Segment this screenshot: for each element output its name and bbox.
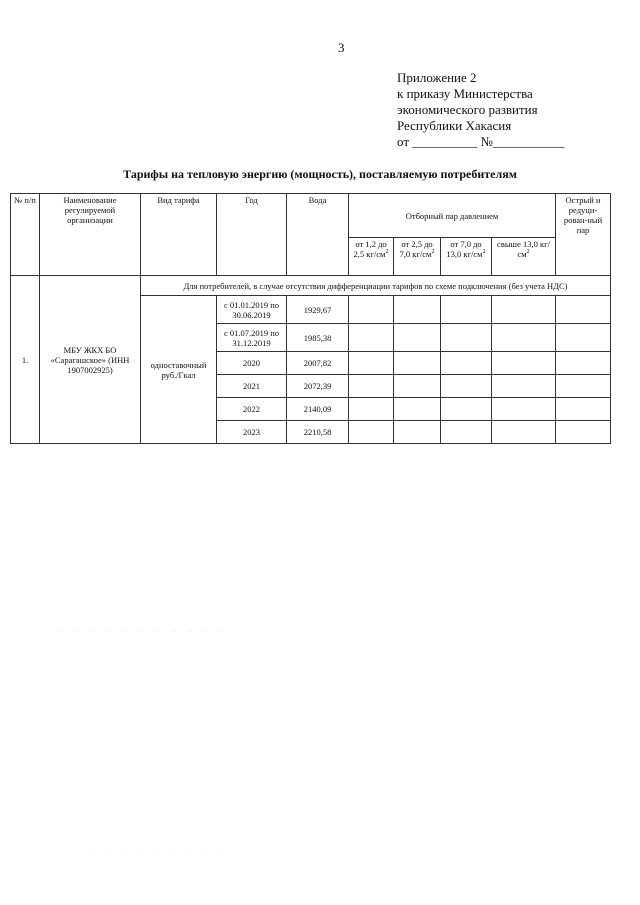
empty-cell [441,375,492,398]
empty-cell [556,375,611,398]
appendix-line: от __________ №___________ [397,134,565,149]
period-cell: 2023 [217,421,287,444]
header-year: Год [217,194,287,276]
period-cell: с 01.07.2019 по 31.12.2019 [217,324,287,352]
empty-cell [349,421,394,444]
empty-cell [556,324,611,352]
document-title: Тарифы на тепловую энергию (мощность), поставляемую потребителям [123,167,517,181]
header-pressure-1: от 1,2 до 2,5 $кг/см^2$ [349,238,394,276]
empty-cell [349,398,394,421]
empty-cell [492,398,556,421]
period-cell: 2021 [217,375,287,398]
water-value: 1985,38 [287,324,349,352]
appendix-block [397,70,564,150]
empty-cell [556,421,611,444]
empty-cell [556,296,611,324]
appendix-line: Республики Хакасия [397,118,512,133]
tariff-type: одноставочный руб./Гкал [141,296,217,444]
empty-cell [394,352,441,375]
water-value: 1929,67 [287,296,349,324]
period-cell: с 01.01.2019 по 30.06.2019 [217,296,287,324]
empty-cell [441,398,492,421]
header-num: № п/п [11,194,40,276]
empty-cell [441,296,492,324]
water-value: 2072,39 [287,375,349,398]
header-tariff-type: Вид тарифа [141,194,217,276]
empty-cell [492,296,556,324]
empty-cell [394,375,441,398]
organization-name: МБУ ЖКХ БО «Сарагашское» (ИНН 1907002925) [40,276,141,444]
row-number: 1. [11,276,40,444]
empty-cell [492,352,556,375]
header-water: Вода [287,194,349,276]
section-label: Для потребителей, в случае отсутствия дифференциации тарифов по схеме подключения (без учета НДС) [141,276,611,296]
water-value: 2007,82 [287,352,349,375]
header-steam: Отборный пар давлением [349,194,556,238]
empty-cell [349,352,394,375]
tariff-table [10,193,611,444]
header-organization: Наименование регулируемой организации [40,194,141,276]
empty-cell [394,398,441,421]
empty-cell [394,296,441,324]
empty-cell [394,421,441,444]
empty-cell [441,421,492,444]
appendix-line: к приказу Министерства [397,86,533,101]
empty-cell [492,375,556,398]
empty-cell [394,324,441,352]
appendix-line: Приложение 2 [397,70,477,85]
appendix-line: экономического развития [397,102,538,117]
period-cell: 2022 [217,398,287,421]
empty-cell [492,324,556,352]
header-sharp-steam: Острый и редуци-рован-ный пар [556,194,611,276]
scan-noise: · · · · · · · · · · · [60,628,230,636]
water-value: 2210,58 [287,421,349,444]
empty-cell [349,375,394,398]
empty-cell [492,421,556,444]
page-number: 3 [338,40,345,55]
header-pressure-3: от 7,0 до 13,0 $кг/см^2$ [441,238,492,276]
header-pressure-2: от 2,5 до 7,0 $кг/см^2$ [394,238,441,276]
water-value: 2140,09 [287,398,349,421]
header-pressure-4: свыше 13,0 $кг/см^2$ [492,238,556,276]
empty-cell [349,296,394,324]
empty-cell [441,324,492,352]
scan-noise: · · · · · · · · · [90,850,227,858]
period-cell: 2020 [217,352,287,375]
empty-cell [556,398,611,421]
empty-cell [349,324,394,352]
empty-cell [556,352,611,375]
empty-cell [441,352,492,375]
